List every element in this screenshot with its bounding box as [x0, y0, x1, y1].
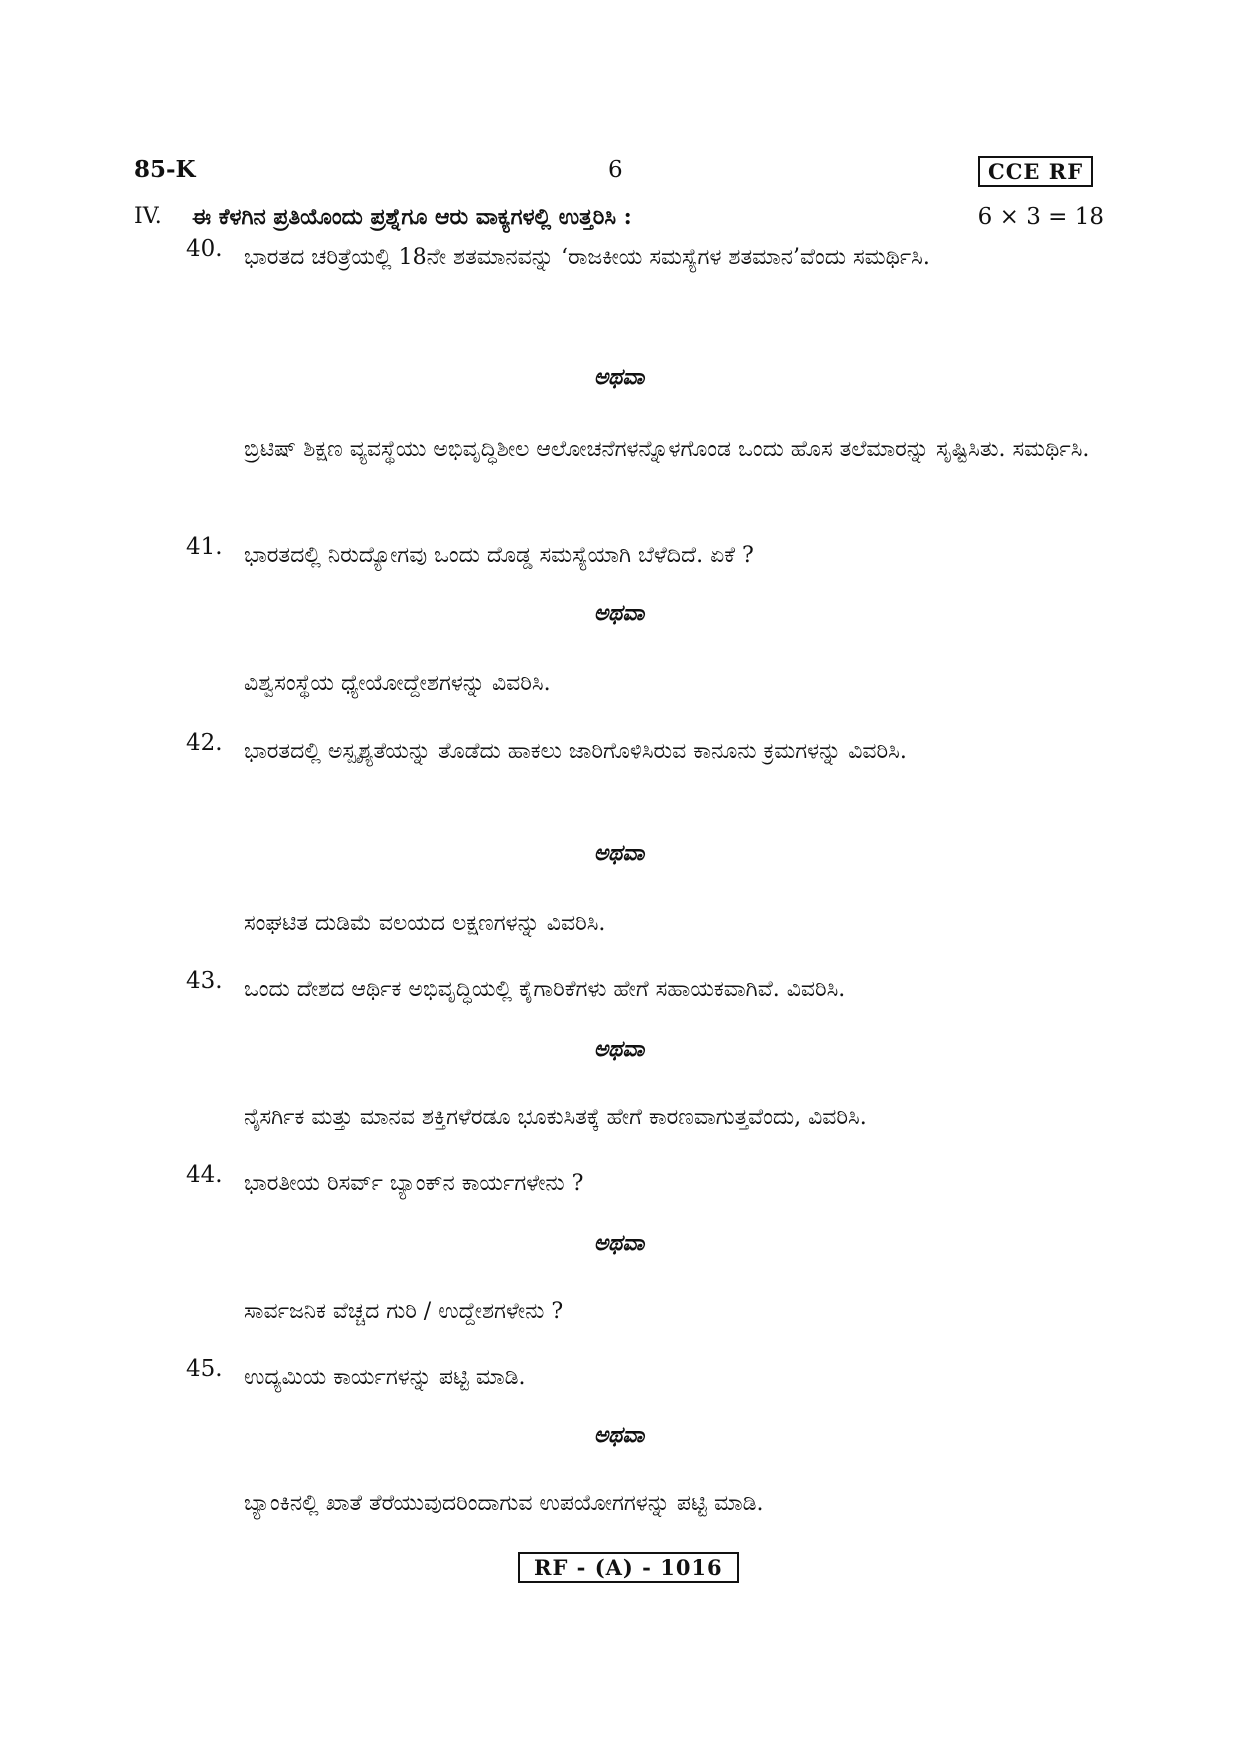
paper-code: 85-K: [134, 156, 196, 183]
question-number: 40.: [186, 236, 223, 262]
section-marks: 6 × 3 = 18: [977, 204, 1104, 230]
question-42: [186, 730, 1104, 774]
section-heading: [134, 204, 1104, 236]
question-41: [186, 534, 1104, 578]
question-text: ಭಾರತೀಯ ರಿಸರ್ವ್ ಬ್ಯಾಂಕ್‌ನ ಕಾರ್ಯಗಳೇನು ?: [244, 1171, 584, 1196]
question-number: 43.: [186, 968, 223, 994]
question-number: 44.: [186, 1162, 223, 1188]
question-number: 41.: [186, 534, 223, 560]
question-text: ಒಂದು ದೇಶದ ಆರ್ಥಿಕ ಅಭಿವೃದ್ಧಿಯಲ್ಲಿ ಕೈಗಾರಿಕೆಗಳು ಹೇಗೆ ಸಹಾಯಕವಾಗಿವೆ. ವಿವರಿಸಿ.: [244, 977, 846, 1002]
question-45: [186, 1356, 1104, 1400]
question-43: [186, 968, 1104, 1012]
question-44-alternative: ಸಾರ್ವಜನಿಕ ವೆಚ್ಚದ ಗುರಿ / ಉದ್ದೇಶಗಳೇನು ?: [244, 1299, 564, 1324]
question-42-alternative: ಸಂಘಟಿತ ದುಡಿಮೆ ವಲಯದ ಲಕ್ಷಣಗಳನ್ನು ವಿವರಿಸಿ.: [244, 911, 606, 936]
footer-code-box: RF - (A) - 1016: [518, 1552, 739, 1583]
or-label: ಅಥವಾ: [593, 1036, 645, 1062]
section-instruction: ಈ ಕೆಳಗಿನ ಪ್ರತಿಯೊಂದು ಪ್ರಶ್ನೆಗೂ ಆರು ವಾಕ್ಯಗಳಲ್ಲಿ ಉತ್ತರಿಸಿ :: [192, 204, 632, 230]
or-label: ಅಥವಾ: [593, 600, 645, 626]
or-label: ಅಥವಾ: [593, 1422, 645, 1448]
question-43-alternative: ನೈಸರ್ಗಿಕ ಮತ್ತು ಮಾನವ ಶಕ್ತಿಗಳೆರಡೂ ಭೂಕುಸಿತಕ್ಕೆ ಹೇಗೆ ಕಾರಣವಾಗುತ್ತವೆಂದು, ವಿವರಿಸಿ.: [244, 1105, 867, 1130]
or-label: ಅಥವಾ: [593, 840, 645, 866]
or-label: ಅಥವಾ: [593, 364, 645, 390]
or-label: ಅಥವಾ: [593, 1230, 645, 1256]
series-box: CCE RF: [978, 156, 1093, 187]
question-44: [186, 1162, 1104, 1206]
question-40-alternative: ಬ್ರಿಟಿಷ್ ಶಿಕ್ಷಣ ವ್ಯವಸ್ಥೆಯು ಅಭಿವೃದ್ಧಿಶೀಲ ಆಲೋಚನೆಗಳನ್ನೊಳಗೊಂಡ ಒಂದು ಹೊಸ ತಲೆಮಾರನ್ನು ಸೃಷ್ಟಿಸಿತು. ಸಮರ್ಥಿಸಿ.: [244, 437, 1090, 462]
section-number: IV.: [134, 204, 162, 229]
question-text: ಉದ್ಯಮಿಯ ಕಾರ್ಯಗಳನ್ನು ಪಟ್ಟಿ ಮಾಡಿ.: [244, 1365, 526, 1390]
question-text: ಭಾರತದಲ್ಲಿ ಅಸ್ಪೃಶ್ಯತೆಯನ್ನು ತೊಡೆದು ಹಾಕಲು ಜಾರಿಗೊಳಿಸಿರುವ ಕಾನೂನು ಕ್ರಮಗಳನ್ನು ವಿವರಿಸಿ.: [244, 739, 907, 764]
question-text: ಭಾರತದ ಚರಿತ್ರೆಯಲ್ಲಿ 18ನೇ ಶತಮಾನವನ್ನು ‘ರಾಜಕೀಯ ಸಮಸ್ಯೆಗಳ ಶತಮಾನ’ವೆಂದು ಸಮರ್ಥಿಸಿ.: [244, 245, 930, 270]
question-40: [186, 236, 1104, 280]
question-41-alternative: ವಿಶ್ವಸಂಸ್ಥೆಯ ಧ್ಯೇಯೋದ್ದೇಶಗಳನ್ನು ವಿವರಿಸಿ.: [244, 671, 551, 696]
question-number: 45.: [186, 1356, 223, 1382]
question-number: 42.: [186, 730, 223, 756]
page-number: 6: [608, 157, 623, 183]
question-text: ಭಾರತದಲ್ಲಿ ನಿರುದ್ಯೋಗವು ಒಂದು ದೊಡ್ಡ ಸಮಸ್ಯೆಯಾಗಿ ಬೆಳೆದಿದೆ. ಏಕೆ ?: [244, 543, 754, 568]
question-45-alternative: ಬ್ಯಾಂಕಿನಲ್ಲಿ ಖಾತೆ ತೆರೆಯುವುದರಿಂದಾಗುವ ಉಪಯೋಗಗಳನ್ನು ಪಟ್ಟಿ ಮಾಡಿ.: [244, 1491, 764, 1516]
